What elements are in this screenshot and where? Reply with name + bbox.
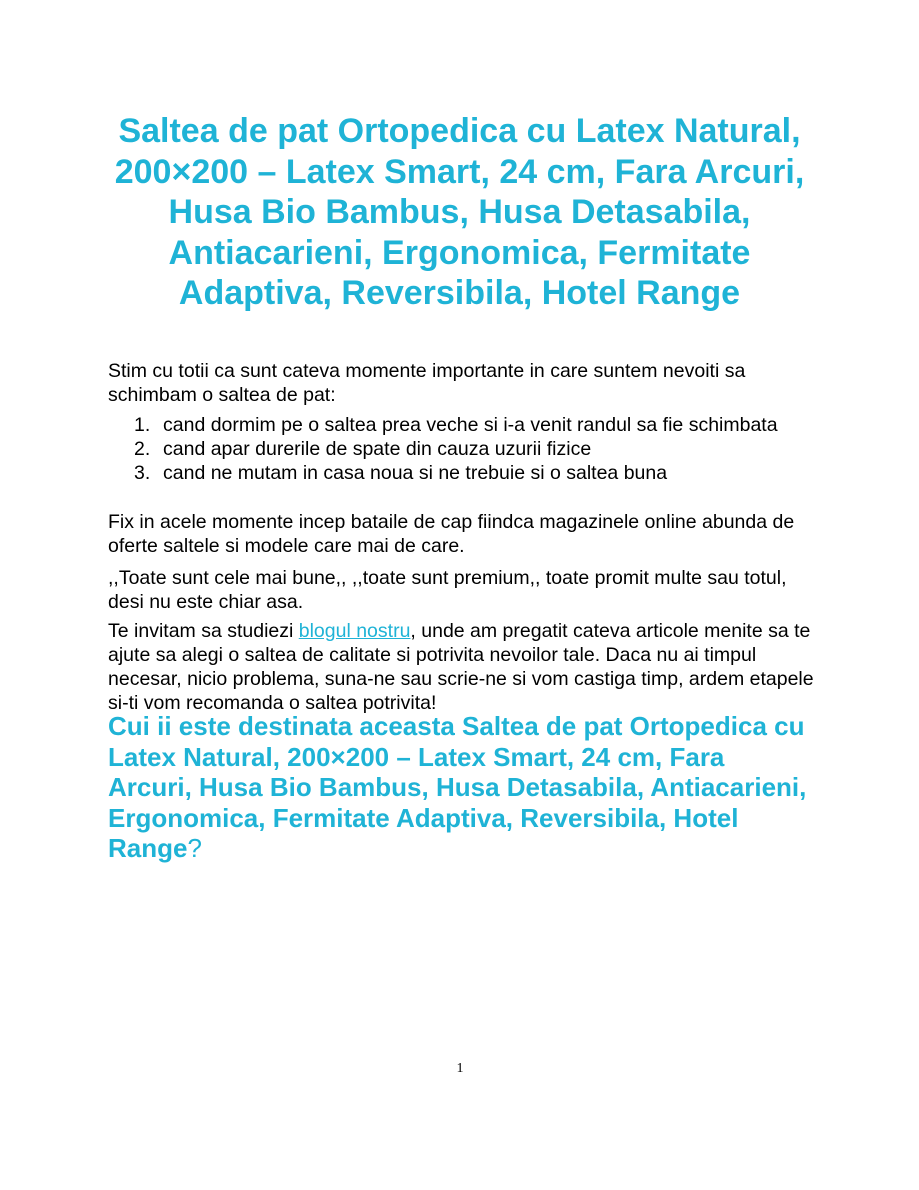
list-item [108,461,818,485]
document-title: Saltea de pat Ortopedica cu Latex Natural, 200×200 – Latex Smart, 24 cm, Fara Arcuri, Husa Bio Bambus, Husa Detasabila, Antiacarieni, Ergonomica, Fermitate Adaptiva, Reversibila, Hotel Range [114,112,805,312]
paragraph-blog-invite-start: Te invitam sa studiezi [108,620,299,642]
list-item-number: 1. [134,414,151,436]
reasons-list [108,413,818,485]
list-item-text: cand dormim pe o saltea prea veche si i-a venit randul sa fie schimbata [163,414,778,436]
list-item [108,413,818,437]
paragraph-blog-invite-end: , unde am pregatit cateva articole menite sa te ajute sa alegi o saltea de calitate si potrivita nevoilor tale. Daca nu ai timpul necesar, nicio problema, suna-ne sau scrie-ne si vom castiga timp, ardem etapele si-ti vom recomanda o saltea potrivita! [108,620,814,714]
paragraph-all-premium: ,,Toate sunt cele mai bune,, ,,toate sunt premium,, toate promit multe sau totul, desi nu este chiar asa. [108,567,787,613]
section-heading [108,711,813,864]
list-item-number: 2. [134,438,151,460]
paragraph-online-shops: Fix in acele momente incep bataile de cap fiindca magazinele online abunda de oferte saltele si modele care mai de care. [108,511,795,557]
list-item [108,437,818,461]
blog-link[interactable]: blogul nostru [298,620,411,642]
page-number: 1 [456,1061,464,1076]
intro-paragraph: Stim cu totii ca sunt cateva momente importante in care suntem nevoiti sa schimbam o saltea de pat: [108,360,746,406]
list-item-text: cand apar durerile de spate din cauza uzurii fizice [163,438,592,460]
section-heading-question-mark: ? [187,833,202,863]
paragraph-blog-invite [108,619,818,715]
list-item-text: cand ne mutam in casa noua si ne trebuie si o saltea buna [163,462,668,484]
section-heading-text: Cui ii este destinata aceasta Saltea de pat Ortopedica cu Latex Natural, 200×200 – Latex Smart, 24 cm, Fara Arcuri, Husa Bio Bambus, Husa Detasabila, Antiacarieni, Ergonomica, Fermitate Adaptiva, Reversibila, Hotel Range [108,711,807,863]
list-item-number: 3. [134,462,151,484]
